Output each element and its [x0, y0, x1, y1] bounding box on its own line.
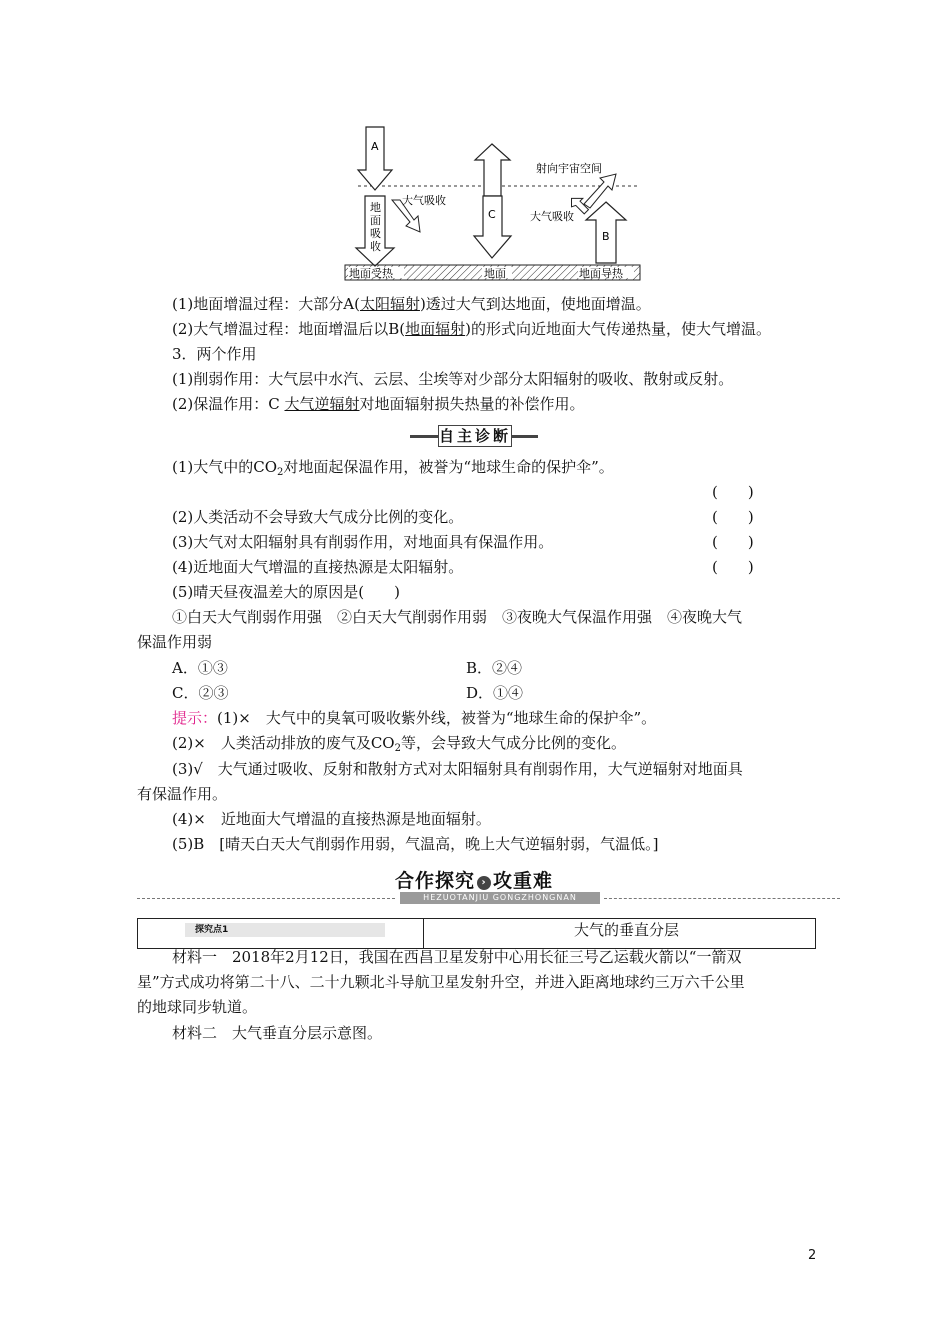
question-1-post: 对地面起保温作用，被誉为“地球生命的保护伞”。: [283, 458, 614, 476]
process-4-term: 大气逆辐射: [284, 395, 360, 413]
process-1-pre: (1)地面增温过程：大部分A(: [172, 295, 360, 313]
diagram-label-b: B: [602, 230, 610, 243]
answer-blank-1[interactable]: ( ): [712, 483, 754, 501]
diagram-label-ground-absorb-1: 地: [370, 201, 381, 214]
answer-line-1: [172, 707, 656, 729]
self-check-banner: [410, 425, 538, 447]
section-pinyin: HEZUOTANJIU GONGZHONGNAN: [400, 892, 600, 904]
diagram-label-ground-heated: 地面受热: [349, 267, 393, 280]
question-3: (3)大气对太阳辐射具有削弱作用，对地面具有保温作用。: [172, 533, 554, 551]
answer-2-pre: (2)× 人类活动排放的废气及CO: [172, 734, 395, 752]
diagram-label-a: A: [371, 140, 379, 153]
section-title-left: 合作探究: [395, 870, 476, 892]
topic-tag: 探究点1: [185, 923, 385, 937]
question-5: (5)晴天昼夜温差大的原因是( ): [172, 583, 400, 601]
answer-line-2: [172, 732, 626, 760]
process-2-term: 地面辐射: [405, 320, 466, 338]
diagram-label-ground: 地面: [484, 267, 506, 280]
process-line-4: [172, 393, 585, 415]
answer-3-line-2: 有保温作用。: [137, 785, 228, 803]
to-space-arrow-icon: [584, 174, 616, 208]
question-1-pre: (1)大气中的CO: [172, 458, 278, 476]
arrow-c-down-icon: [474, 196, 511, 258]
process-line-2: [172, 318, 771, 340]
process-2-pre: (2)大气增温过程：地面增温后以B(: [172, 320, 406, 338]
process-1-post: )透过大气到达地面，使地面增温。: [419, 295, 651, 313]
diagram-label-ground-absorb-4: 收: [370, 240, 381, 253]
question-2: (2)人类活动不会导致大气成分比例的变化。: [172, 508, 464, 526]
process-1-term: 太阳辐射: [359, 295, 420, 313]
diagram-label-atm-absorb-1: 大气吸收: [402, 194, 446, 207]
self-check-title: 自主诊断: [439, 427, 512, 445]
atmosphere-heating-diagram: [340, 120, 650, 285]
question-5-options-line-2: 保温作用弱: [137, 633, 213, 651]
diagram-label-atm-absorb-2: 大气吸收: [530, 210, 574, 223]
material-2: 材料二 大气垂直分层示意图。: [172, 1024, 383, 1042]
material-1-line-3: 的地球同步轨道。: [137, 998, 258, 1016]
arrow-a-icon: [358, 127, 392, 190]
page-number: 2: [808, 1248, 817, 1263]
material-1-line-2: 星”方式成功将第二十八、二十九颗北斗导航卫星发射升空，并进入距离地球约三万六千公里: [137, 973, 745, 991]
process-line-1: [172, 293, 651, 315]
choice-b[interactable]: B．②④: [466, 659, 523, 677]
answer-3-line-1: (3)√ 大气通过吸收、反射和散射方式对太阳辐射具有削弱作用，大气逆辐射对地面具: [172, 760, 743, 778]
choice-d[interactable]: D．①④: [466, 684, 524, 702]
answer-blank-3[interactable]: ( ): [712, 533, 754, 551]
topic-tag-cell: [138, 919, 424, 948]
section-header: [0, 866, 950, 906]
question-1-sub: 2: [277, 467, 284, 478]
diagram-label-ground-conduct: 地面导热: [579, 267, 623, 280]
topic-title: 大气的垂直分层: [574, 921, 680, 939]
answer-4: (4)× 近地面大气增温的直接热源是地面辐射。: [172, 810, 491, 828]
diagram-label-ground-absorb-3: 吸: [370, 227, 381, 240]
topic-table: [137, 918, 816, 949]
section-arrow-icon: ›: [477, 876, 491, 890]
heading-two-effects: 3．两个作用: [172, 345, 257, 363]
process-line-3: (1)削弱作用：大气层中水汽、云层、尘埃等对少部分太阳辐射的吸收、散射或反射。: [172, 370, 734, 388]
answer-blank-4[interactable]: ( ): [712, 558, 754, 576]
material-1-line-1: 材料一 2018年2月12日，我国在西昌卫星发射中心用长征三号乙运载火箭以“一箭双: [172, 948, 742, 966]
question-4: (4)近地面大气增温的直接热源是太阳辐射。: [172, 558, 464, 576]
question-5-options-line-1: ①白天大气削弱作用强 ②白天大气削弱作用弱 ③夜晚大气保温作用强 ④夜晚大气: [172, 608, 743, 626]
process-4-pre: (2)保温作用：C: [172, 395, 285, 413]
answer-5: (5)B [晴天白天大气削弱作用弱，气温高，晚上大气逆辐射弱，气温低。]: [172, 835, 659, 853]
diagram-label-c: C: [488, 208, 496, 221]
answer-2-post: 等，会导致大气成分比例的变化。: [400, 734, 626, 752]
diagram-label-to-space: 射向宇宙空间: [536, 162, 602, 175]
choice-a[interactable]: A．①③: [172, 659, 228, 677]
choice-c[interactable]: C．②③: [172, 684, 229, 702]
process-4-post: 对地面辐射损失热量的补偿作用。: [359, 395, 585, 413]
answer-blank-2[interactable]: ( ): [712, 508, 754, 526]
process-2-post: )的形式向近地面大气传递热量，使大气增温。: [465, 320, 771, 338]
section-title-right: 攻重难: [493, 870, 554, 892]
arrow-c-icon: [475, 144, 510, 196]
answer-1: (1)× 大气中的臭氧可吸收紫外线，被誉为“地球生命的保护伞”。: [217, 709, 657, 727]
question-1: [172, 456, 614, 484]
section-title: [395, 866, 605, 892]
answer-2-sub: 2: [394, 743, 401, 754]
diagram-label-ground-absorb-2: 面: [370, 214, 381, 227]
hint-label: 提示：: [172, 709, 218, 727]
